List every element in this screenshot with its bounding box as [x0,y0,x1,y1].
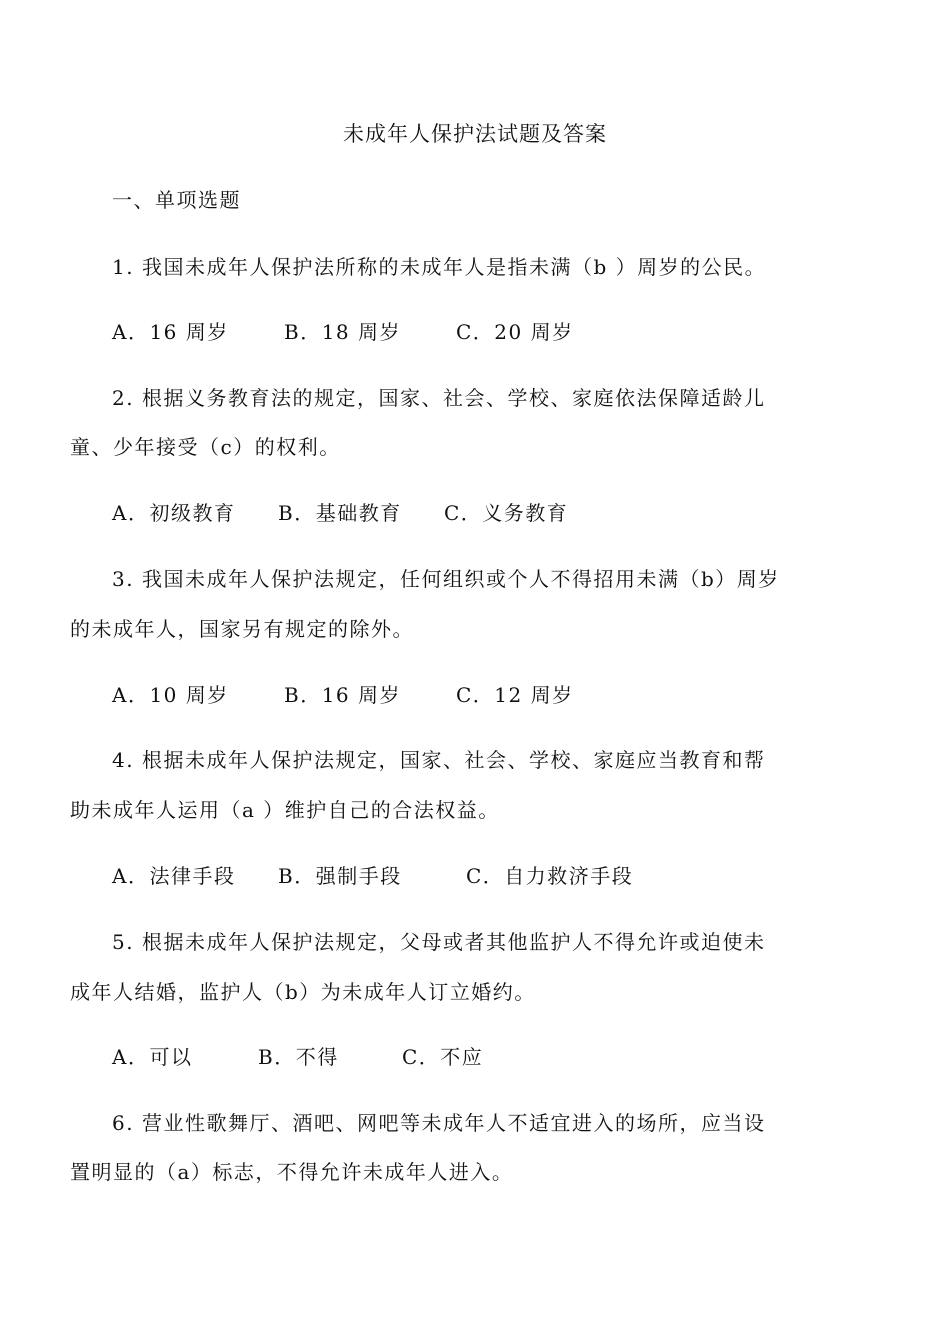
option-b: B．不得 [258,1045,339,1069]
question-2-text: 2. 根据义务教育法的规定，国家、社会、学校、家庭依法保障适龄儿 [112,386,766,410]
question-3-text-cont: 的未成年人，国家另有规定的除外。 [70,617,414,641]
option-b: B．18 周岁 [284,320,402,344]
question-2-options [112,499,568,527]
question-5-text: 5. 根据未成年人保护法规定，父母或者其他监护人不得允许或迫使未 [112,930,766,954]
question-2-text-cont: 童、少年接受（c）的权利。 [70,435,341,459]
option-a: A．10 周岁 [112,683,229,707]
option-c: C．自力救济手段 [466,864,634,888]
question-4-text: 4. 根据未成年人保护法规定，国家、社会、学校、家庭应当教育和帮 [112,748,766,772]
option-a: A．可以 [112,1045,193,1069]
option-c: C．12 周岁 [456,683,574,707]
question-4-options [112,862,633,890]
option-b: B．16 周岁 [284,683,402,707]
question-1-text: 1. 我国未成年人保护法所称的未成年人是指未满（b ）周岁的公民。 [112,255,767,279]
question-5-options [112,1043,483,1071]
option-c: C．不应 [402,1045,484,1069]
option-c: C．义务教育 [444,501,569,525]
option-a: A．初级教育 [112,501,236,525]
question-3-options [112,681,574,709]
option-b: B．强制手段 [278,864,402,888]
option-c: C．20 周岁 [456,320,574,344]
option-b: B．基础教育 [278,501,402,525]
question-6-text: 6. 营业性歌舞厅、酒吧、网吧等未成年人不适宜进入的场所，应当设 [112,1111,766,1135]
option-a: A．16 周岁 [112,320,229,344]
question-1-options [112,318,574,346]
section-heading: 一、单项选题 [112,188,241,212]
question-6-text-cont: 置明显的（a）标志，不得允许未成年人进入。 [70,1160,514,1184]
document-title: 未成年人保护法试题及答案 [343,122,607,146]
question-4-text-cont: 助未成年人运用（a ）维护自己的合法权益。 [70,798,500,822]
question-5-text-cont: 成年人结婚，监护人（b）为未成年人订立婚约。 [70,980,536,1004]
option-a: A．法律手段 [112,864,236,888]
question-3-text: 3. 我国未成年人保护法规定，任何组织或个人不得招用未满（b）周岁 [112,567,780,591]
